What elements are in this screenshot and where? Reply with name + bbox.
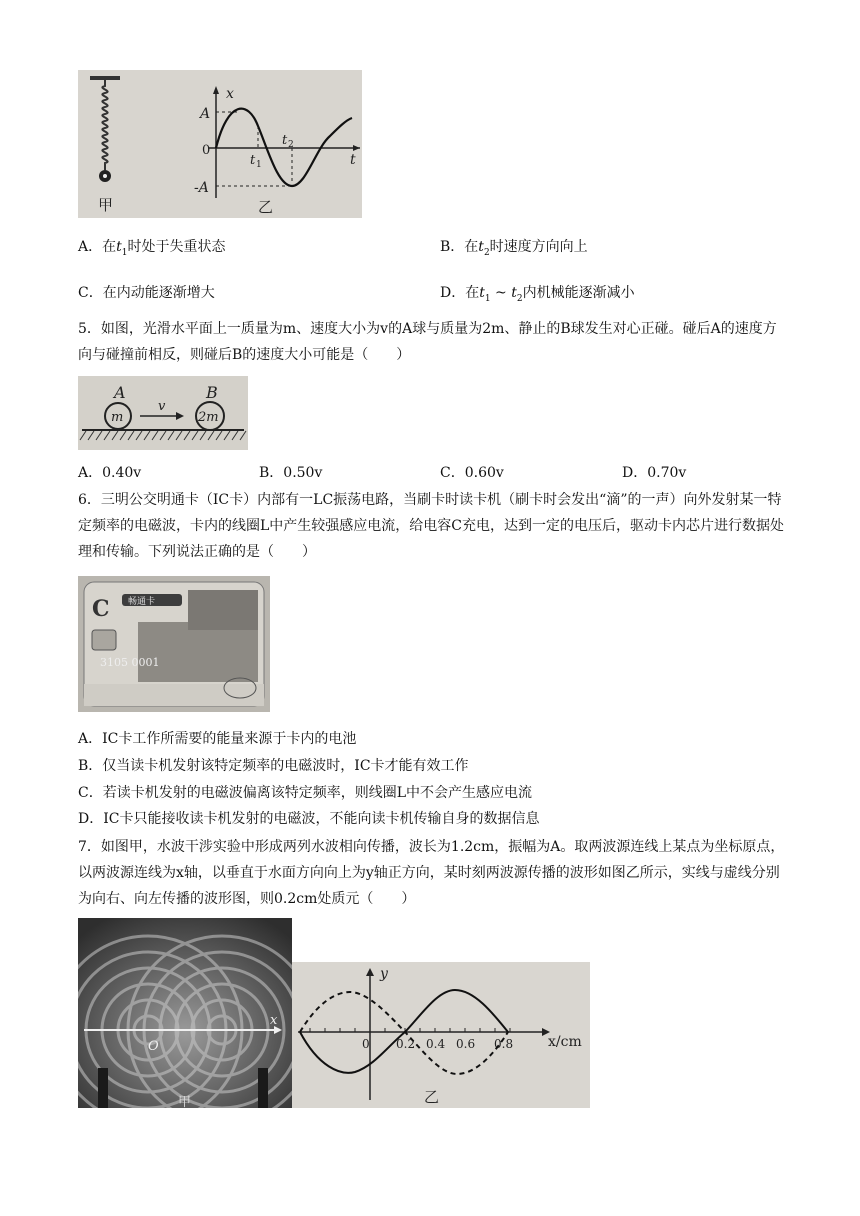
q5-option-b[interactable]: B．0.50v [259, 465, 323, 481]
q4-figure [78, 70, 362, 218]
svg-text:A: A [114, 383, 126, 402]
q5-option-c[interactable]: C．0.60v [440, 465, 504, 481]
svg-text:-A: -A [194, 180, 209, 196]
svg-text:B: B [206, 383, 218, 402]
q6-option-d[interactable]: D．IC卡只能接收读卡机发射的电磁波，不能向读卡机传输自身的数据信息 [78, 811, 540, 827]
q6-option-c[interactable]: C．若读卡机发射的电磁波偏离该特定频率，则线圈L中不会产生感应电流 [78, 785, 533, 801]
svg-text:甲: 甲 [178, 1095, 192, 1108]
svg-text:乙: 乙 [424, 1088, 440, 1106]
q5-option-d[interactable]: D．0.70v [622, 465, 687, 481]
q6-stem: 6．三明公交明通卡（IC卡）内部有一LC振荡电路，当刷卡时读卡机（刷卡时会发出“滴”的一声）向外发射某一特定频率的电磁波，卡内的线圈L中产生较强感应电流，给电容C充电，达到一定的电压后，驱动卡内芯片进行数据处理和传输。下列说法正确的是（ ） [78, 492, 785, 560]
spring-support [90, 76, 120, 80]
label-jia: 甲 [98, 196, 114, 214]
card-brand: C [92, 596, 110, 622]
svg-text:2: 2 [288, 140, 294, 150]
svg-text:x/cm: x/cm [548, 1034, 582, 1050]
tick-0.2: 0.2 [396, 1037, 416, 1051]
svg-text:t: t [282, 133, 288, 148]
q6-ic-card-photo [78, 576, 270, 712]
q4-option-c[interactable]: C．在内动能逐渐增大 [78, 285, 215, 301]
q4-option-a[interactable]: A．在$t_1$时处于失重状态 [78, 239, 226, 258]
svg-text:A: A [200, 106, 211, 122]
svg-text:0: 0 [202, 143, 211, 158]
svg-text:t: t [250, 153, 256, 168]
tick-0.4: 0.4 [426, 1037, 446, 1051]
svg-text:O: O [148, 1039, 159, 1054]
q5-stem: 5．如图，光滑水平面上一质量为m、速度大小为v的A球与质量为2m、静止的B球发生对心正碰。碰后A的速度方向与碰撞前相反，则碰后B的速度大小可能是（ ） [78, 321, 777, 363]
q5-figure [78, 376, 248, 450]
svg-text:3105 0001: 3105 0001 [100, 656, 160, 669]
svg-text:m: m [111, 410, 124, 425]
svg-text:1: 1 [256, 160, 262, 170]
svg-text:y: y [380, 966, 388, 982]
q7-stem: 7．如图甲，水波干涉实验中形成两列水波相向传播，波长为1.2cm，振幅为A。取两波源连线上某点为坐标原点，以两波源连线为x轴，以垂直于水面方向向上为y轴正方向，某时刻两波源传播的波形如图乙所示，实线与虚线分别为向右、向左传播的波形图，则0.2cm处质元（ ） [78, 839, 785, 907]
svg-text:t: t [350, 152, 356, 168]
svg-text:2m: 2m [198, 410, 219, 425]
svg-text:x: x [226, 86, 234, 102]
svg-text:v: v [158, 399, 166, 414]
q4-option-b[interactable]: B．在$t_2$时速度方向向上 [440, 239, 588, 258]
q4-option-d[interactable]: D．在$t_1$ ~ $t_2$内机械能逐渐减小 [440, 285, 635, 304]
label-yi: 乙 [258, 198, 274, 216]
q6-option-a[interactable]: A．IC卡工作所需要的能量来源于卡内的电池 [78, 731, 357, 747]
q5-option-a[interactable]: A．0.40v [78, 465, 142, 481]
q7-wave-graph [292, 962, 590, 1108]
q7-interference-photo [78, 918, 292, 1108]
tick-0: 0 [362, 1037, 370, 1051]
svg-text:x: x [270, 1013, 278, 1028]
q6-option-b[interactable]: B．仅当读卡机发射该特定频率的电磁波时，IC卡才能有效工作 [78, 758, 469, 774]
chip [92, 630, 116, 650]
tick-0.8: 0.8 [494, 1037, 514, 1051]
tick-0.6: 0.6 [456, 1037, 476, 1051]
svg-text:畅通卡: 畅通卡 [128, 597, 156, 607]
